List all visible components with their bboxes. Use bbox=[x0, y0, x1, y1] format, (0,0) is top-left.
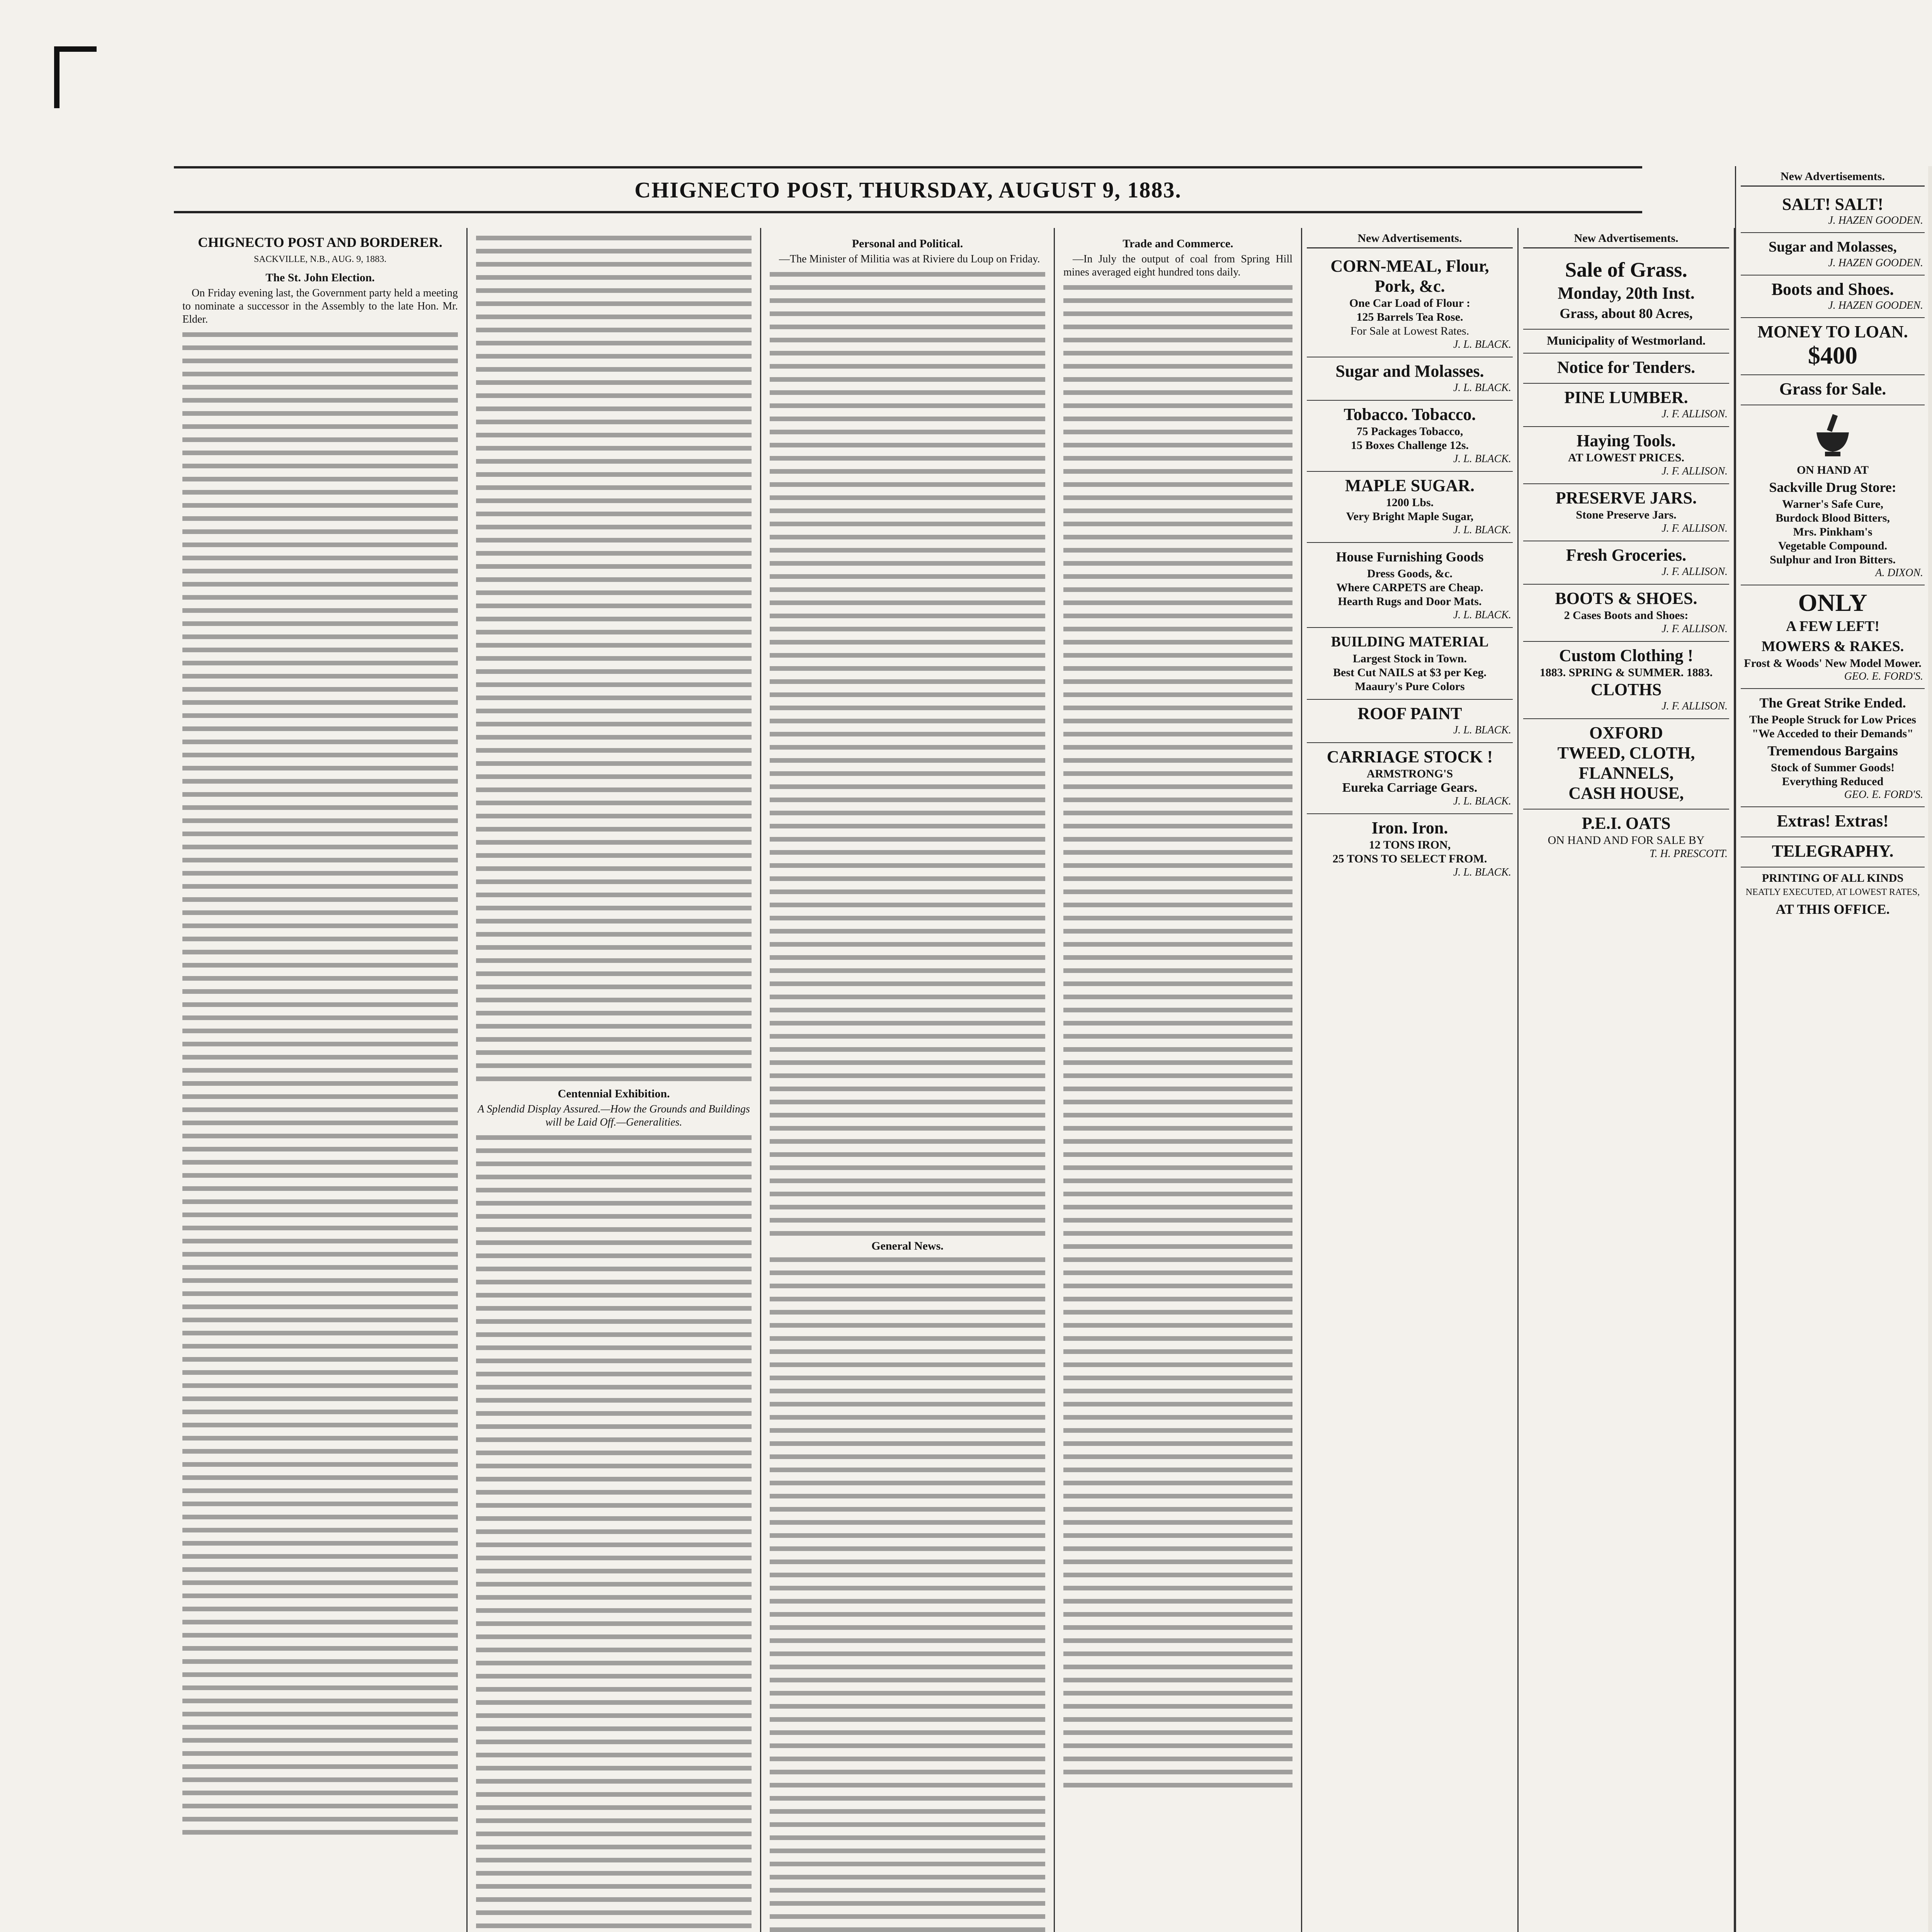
ad-sugar-molasses bbox=[1741, 233, 1925, 276]
ad-line: MOWERS & RAKES. bbox=[1761, 638, 1904, 655]
section-title-general-news: General News. bbox=[871, 1240, 944, 1252]
ad-sale-of-grass bbox=[1523, 252, 1729, 330]
ad-line: Warner's Safe Cure, bbox=[1782, 498, 1883, 510]
ad-corn-meal bbox=[1307, 252, 1513, 357]
ad-signature: J. L. BLACK. bbox=[1453, 382, 1511, 394]
ad-sub: 2 Cases Boots and Shoes: bbox=[1564, 609, 1689, 622]
ad-salt bbox=[1741, 190, 1925, 233]
ad-boots-shoes bbox=[1523, 585, 1729, 642]
ad-signature: J. L. BLACK. bbox=[1453, 724, 1511, 736]
body-text-block bbox=[770, 1255, 1045, 1932]
newspaper-page bbox=[97, 97, 1932, 1932]
ad-sub: 75 Packages Tobacco, bbox=[1356, 425, 1463, 438]
ad-title: The Great Strike Ended. bbox=[1759, 695, 1906, 711]
ad-title: House Furnishing Goods bbox=[1336, 549, 1484, 565]
ad-printing bbox=[1741, 867, 1925, 925]
ad-signature: J. F. ALLISON. bbox=[1662, 465, 1728, 477]
crop-mark-top-left-h bbox=[54, 46, 97, 52]
ad-line: 125 Barrels Tea Rose. bbox=[1356, 311, 1463, 323]
ad-line: Frost & Woods' New Model Mower. bbox=[1744, 657, 1922, 670]
ad-line: Where CARPETS are Cheap. bbox=[1336, 581, 1483, 594]
ad-signature: J. L. BLACK. bbox=[1453, 795, 1511, 807]
ad-signature: A. DIXON. bbox=[1875, 567, 1923, 579]
ad-line: Vegetable Compound. bbox=[1778, 539, 1888, 552]
ad-drug-store bbox=[1741, 405, 1925, 585]
mortar-pestle-icon bbox=[1810, 413, 1856, 459]
ad-sub: 1883. SPRING & SUMMER. 1883. bbox=[1539, 666, 1713, 679]
ad-sub: Largest Stock in Town. bbox=[1352, 652, 1467, 665]
crop-mark-top-left bbox=[54, 46, 60, 108]
ad-sub: $400 bbox=[1808, 342, 1857, 369]
ad-sub: 1200 Lbs. bbox=[1386, 496, 1434, 509]
ad-sub: One Car Load of Flour : bbox=[1349, 297, 1471, 310]
ad-line: For Sale at Lowest Rates. bbox=[1350, 325, 1469, 337]
section-sub: A Splendid Display Assured.—How the Grounds and Buildings will be Laid Off.—Generalities. bbox=[478, 1103, 750, 1128]
ad-line: Best Cut NAILS at $3 per Keg. bbox=[1333, 666, 1486, 679]
ad-money-loan bbox=[1741, 318, 1925, 375]
ad-pei-oats bbox=[1523, 810, 1729, 866]
ad-signature: J. L. BLACK. bbox=[1453, 338, 1511, 350]
ad-sub: A FEW LEFT! bbox=[1786, 618, 1880, 634]
ad-sub: The People Struck for Low Prices bbox=[1749, 713, 1916, 726]
ad-line: Mrs. Pinkham's bbox=[1793, 526, 1872, 538]
ad-signature: J. F. ALLISON. bbox=[1662, 522, 1728, 534]
column-7-ads bbox=[1735, 166, 1930, 1932]
ad-line: 25 TONS TO SELECT FROM. bbox=[1332, 852, 1487, 865]
column-6-ads bbox=[1519, 228, 1735, 1932]
ad-signature: J. L. BLACK. bbox=[1453, 866, 1511, 878]
ad-line: AT LOWEST PRICES. bbox=[1568, 451, 1684, 464]
ad-sugar bbox=[1307, 357, 1513, 401]
ad-signature: GEO. E. FORD'S. bbox=[1844, 789, 1923, 801]
ad-line: Tremendous Bargains bbox=[1767, 743, 1898, 759]
ad-line: Very Bright Maple Sugar, bbox=[1346, 510, 1474, 523]
ad-signature: J. F. ALLISON. bbox=[1662, 623, 1728, 635]
ad-signature: J. L. BLACK. bbox=[1453, 609, 1511, 621]
ad-carriage-stock bbox=[1307, 743, 1513, 814]
ad-oxford-tweed bbox=[1523, 719, 1729, 810]
paper-name: CHIGNECTO POST AND BORDERER. bbox=[198, 235, 442, 250]
ad-building-material bbox=[1307, 628, 1513, 700]
adjacent-page-edge bbox=[1928, 166, 1932, 1932]
body-text-block bbox=[476, 1133, 752, 1932]
section-title: Trade and Commerce. bbox=[1122, 237, 1233, 250]
ad-line: ARMSTRONG'S bbox=[1366, 767, 1453, 780]
ad-title: ONLY bbox=[1798, 589, 1867, 616]
ad-title: PRINTING OF ALL KINDS bbox=[1762, 872, 1904, 884]
ad-sub: Sackville Drug Store: bbox=[1769, 480, 1896, 495]
ad-title: Haying Tools. bbox=[1577, 431, 1676, 450]
ad-title: CARRIAGE STOCK ! bbox=[1327, 747, 1493, 766]
ad-roof-paint bbox=[1307, 700, 1513, 743]
dateline: SACKVILLE, N.B., AUG. 9, 1883. bbox=[253, 254, 387, 264]
body-text-block bbox=[182, 330, 458, 1837]
article-lead: On Friday evening last, the Government party held a meeting to nominate a successor in the Assembly to the late Hon. Mr. Elder. bbox=[182, 287, 458, 325]
ad-title: SALT! SALT! bbox=[1782, 195, 1884, 214]
article-title: The St. John Election. bbox=[265, 271, 375, 284]
ads-header: New Advertisements. bbox=[1741, 170, 1925, 187]
ad-signature: J. HAZEN GOODEN. bbox=[1828, 257, 1923, 269]
ad-signature: J. L. BLACK. bbox=[1453, 453, 1511, 465]
ad-house-furnishing bbox=[1307, 543, 1513, 628]
ad-title: Tobacco. Tobacco. bbox=[1344, 405, 1476, 424]
column-2 bbox=[468, 228, 761, 1932]
ad-signature: J. HAZEN GOODEN. bbox=[1828, 299, 1923, 311]
ad-title: PRESERVE JARS. bbox=[1555, 488, 1697, 507]
ad-title: TELEGRAPHY. bbox=[1772, 842, 1894, 861]
body-text-block bbox=[770, 270, 1045, 1236]
ad-line: Hearth Rugs and Door Mats. bbox=[1338, 595, 1482, 608]
ad-title: Notice for Tenders. bbox=[1557, 358, 1696, 377]
ad-preserve-jars bbox=[1523, 484, 1729, 541]
ad-title: Boots and Shoes. bbox=[1771, 280, 1894, 299]
column-1 bbox=[174, 228, 468, 1932]
ad-signature: J. F. ALLISON. bbox=[1662, 566, 1728, 578]
ad-line: "We Acceded to their Demands" bbox=[1752, 727, 1913, 740]
ad-fresh-groceries bbox=[1523, 541, 1729, 585]
masthead: CHIGNECTO POST, THURSDAY, AUGUST 9, 1883. bbox=[174, 166, 1642, 213]
ad-line: CLOTHS bbox=[1590, 680, 1662, 699]
ad-line: Everything Reduced bbox=[1782, 775, 1884, 788]
ad-sub: TWEED, CLOTH, bbox=[1557, 743, 1695, 762]
ad-line: Eureka Carriage Gears. bbox=[1342, 781, 1478, 795]
ad-great-strike bbox=[1741, 689, 1925, 807]
ad-signature: T. H. PRESCOTT. bbox=[1650, 848, 1728, 860]
ad-signature: J. L. BLACK. bbox=[1453, 524, 1511, 536]
ad-pine-lumber bbox=[1523, 384, 1729, 427]
ad-signature: J. F. ALLISON. bbox=[1662, 700, 1728, 712]
ad-haying-tools bbox=[1523, 427, 1729, 484]
ad-line: AT THIS OFFICE. bbox=[1776, 901, 1890, 917]
ad-municipality bbox=[1523, 330, 1729, 354]
ad-title: Sugar and Molasses, bbox=[1769, 239, 1897, 255]
ad-title: PINE LUMBER. bbox=[1564, 388, 1688, 407]
ad-title: Fresh Groceries. bbox=[1566, 546, 1687, 565]
section-title: Centennial Exhibition. bbox=[558, 1087, 670, 1100]
ad-title: Custom Clothing ! bbox=[1559, 646, 1694, 665]
ad-maple-sugar bbox=[1307, 472, 1513, 543]
body-text-block bbox=[476, 233, 752, 1083]
ad-custom-clothing bbox=[1523, 642, 1729, 719]
ad-grass-sale bbox=[1741, 375, 1925, 405]
ad-title: OXFORD bbox=[1589, 723, 1663, 742]
ad-sub: Dress Goods, &c. bbox=[1367, 567, 1453, 580]
ad-title: ROOF PAINT bbox=[1357, 704, 1462, 723]
ad-signature: GEO. E. FORD'S. bbox=[1844, 670, 1923, 682]
ad-line: CASH HOUSE, bbox=[1568, 784, 1684, 803]
ad-sub: 12 TONS IRON, bbox=[1369, 838, 1451, 851]
ad-title: CORN-MEAL, Flour, Pork, &c. bbox=[1330, 257, 1489, 296]
ad-title: Sugar and Molasses. bbox=[1335, 362, 1484, 381]
ad-title: BOOTS & SHOES. bbox=[1555, 589, 1697, 608]
ad-title: MAPLE SUGAR. bbox=[1345, 476, 1475, 495]
column-4 bbox=[1055, 228, 1302, 1932]
ad-signature: J. F. ALLISON. bbox=[1662, 408, 1728, 420]
ad-extras bbox=[1741, 807, 1925, 837]
body-text-block bbox=[1063, 283, 1293, 1790]
ad-telegraphy bbox=[1741, 837, 1925, 867]
ad-title: Municipality of Westmorland. bbox=[1547, 333, 1706, 347]
ad-line: Sulphur and Iron Bitters. bbox=[1770, 553, 1896, 566]
ad-notice-tenders bbox=[1523, 354, 1729, 384]
ad-title: Grass for Sale. bbox=[1779, 379, 1886, 398]
ad-sub: ON HAND AND FOR SALE BY bbox=[1548, 834, 1705, 847]
section-title: Personal and Political. bbox=[852, 237, 963, 250]
ad-title: P.E.I. OATS bbox=[1582, 814, 1671, 833]
ad-line: Grass, about 80 Acres, bbox=[1560, 306, 1693, 321]
ad-sub: Monday, 20th Inst. bbox=[1558, 284, 1695, 303]
article-lead: —In July the output of coal from Spring Hill mines averaged eight hundred tons daily. bbox=[1063, 253, 1293, 278]
ads-header: New Advertisements. bbox=[1523, 232, 1729, 248]
ad-line: 15 Boxes Challenge 12s. bbox=[1350, 439, 1469, 452]
ad-iron bbox=[1307, 814, 1513, 884]
ad-line: Maaury's Pure Colors bbox=[1355, 680, 1465, 693]
ad-mowers-rakes bbox=[1741, 585, 1925, 689]
ad-title: ON HAND AT bbox=[1796, 464, 1869, 476]
ad-line: Stock of Summer Goods! bbox=[1770, 761, 1895, 774]
ad-title: BUILDING MATERIAL bbox=[1331, 634, 1489, 650]
ad-title: Extras! Extras! bbox=[1777, 811, 1889, 830]
column-3 bbox=[761, 228, 1055, 1932]
ad-boots-shoes-2 bbox=[1741, 276, 1925, 318]
ad-tobacco bbox=[1307, 401, 1513, 472]
ad-sub: NEATLY EXECUTED, AT LOWEST RATES, bbox=[1745, 887, 1920, 897]
ads-header: New Advertisements. bbox=[1307, 232, 1513, 248]
ad-line: FLANNELS, bbox=[1578, 764, 1674, 782]
ad-title: Sale of Grass. bbox=[1565, 258, 1687, 281]
ad-title: Iron. Iron. bbox=[1371, 818, 1448, 837]
column-5-ads bbox=[1302, 228, 1519, 1932]
ad-line: Stone Preserve Jars. bbox=[1576, 509, 1677, 521]
article-lead: —The Minister of Militia was at Riviere du Loup on Friday. bbox=[779, 253, 1040, 265]
ad-signature: J. HAZEN GOODEN. bbox=[1828, 214, 1923, 226]
ad-title: MONEY TO LOAN. bbox=[1757, 322, 1908, 341]
ad-line: Burdock Blood Bitters, bbox=[1776, 512, 1890, 524]
